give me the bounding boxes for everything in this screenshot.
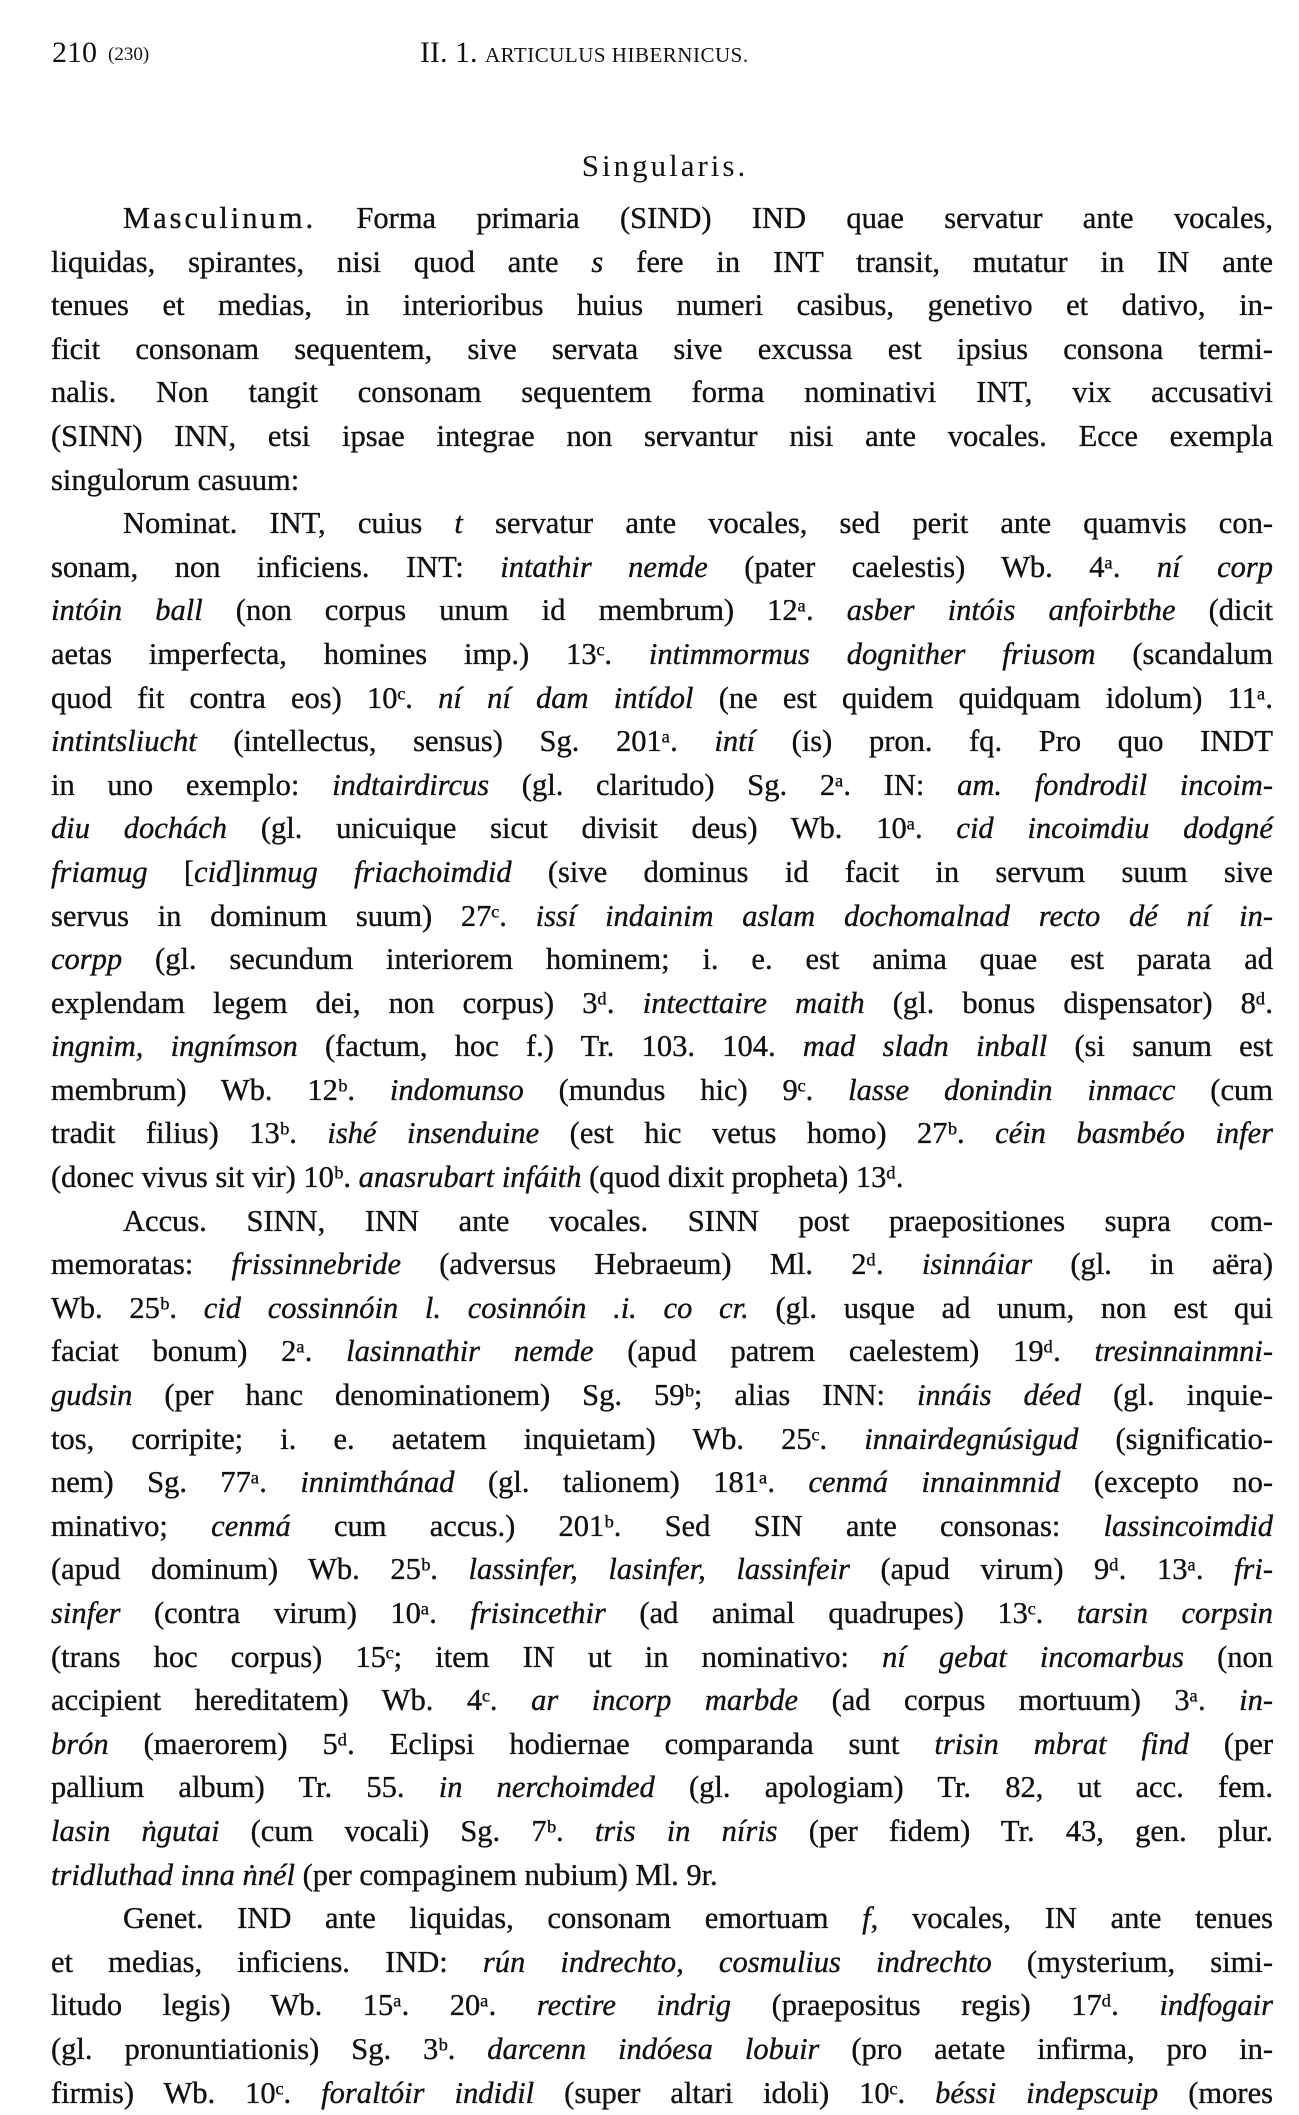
latin-text: (per fidem) Tr. 43, gen. plur. xyxy=(777,1813,1273,1848)
latin-text: (super altari idoli) 10ᶜ. xyxy=(534,2075,936,2110)
latin-text: Genet. IND ante liquidas, consonam emortuam xyxy=(123,1901,863,1936)
latin-text: (gl. pronuntiationis) Sg. 3ᵇ. xyxy=(51,2031,488,2066)
latin-text: (non corpus unum id membrum) 12ᵃ. xyxy=(202,593,847,628)
irish-example: rectire indrig xyxy=(536,1988,732,2023)
irish-example: ar incorp marbde xyxy=(531,1683,799,1718)
latin-text: (is) pron. fq. Pro quo INDT xyxy=(755,724,1273,759)
text-line xyxy=(51,1287,1273,1331)
irish-example: cid xyxy=(194,854,232,889)
irish-example: intecttaire maith xyxy=(642,985,865,1020)
latin-text: firmis) Wb. 10ᶜ. xyxy=(51,2075,322,2110)
irish-example: lasse donindin inmacc xyxy=(848,1072,1176,1107)
latin-text: et medias, inficiens. IND: xyxy=(51,1944,483,1979)
text-line xyxy=(51,589,1273,633)
irish-example: asber intóis anfoirbthe xyxy=(846,593,1176,628)
text-line xyxy=(51,284,1273,328)
latin-text: (maerorem) 5ᵈ. Eclipsi hodiernae comparanda sunt xyxy=(108,1726,935,1761)
irish-example: intí xyxy=(714,724,756,759)
latin-text: servatur ante vocales, sed perit ante quamvis con- xyxy=(462,506,1273,541)
irish-example: frisincethir xyxy=(470,1596,606,1630)
text-line xyxy=(51,502,1273,546)
latin-text: litudo legis) Wb. 15ᵃ. 20ᵃ. xyxy=(51,1988,537,2023)
text-line xyxy=(51,197,1273,241)
irish-example: cid incoimdiu dodgné xyxy=(956,811,1273,846)
irish-example: ishé insenduine xyxy=(327,1116,540,1151)
irish-example: inmug friachoimdid xyxy=(241,854,512,889)
irish-example: céin basmbéo infer xyxy=(995,1116,1273,1151)
running-head-title: ARTICULUS HIBERNICUS. xyxy=(484,43,749,67)
irish-example: lassincoimdid xyxy=(1103,1508,1273,1543)
text-line xyxy=(51,546,1273,590)
latin-text: (pro aetate infirma, pro in- xyxy=(819,2031,1273,2066)
latin-text: (apud patrem caelestem) 19ᵈ. xyxy=(593,1334,1095,1369)
irish-example: intimmormus dognither friusom xyxy=(648,636,1096,671)
irish-example: mad sladn inball xyxy=(802,1029,1048,1064)
latin-text: cum accus.) 201ᵇ. Sed SIN ante consonas: xyxy=(290,1508,1104,1543)
latin-text: (est hic vetus homo) 27ᵇ. xyxy=(539,1116,996,1151)
latin-text: (donec vivus sit vir) 10ᵇ. xyxy=(51,1160,359,1195)
latin-text: (gl. usque ad unum, non est qui xyxy=(748,1290,1274,1325)
irish-example: t xyxy=(454,506,463,541)
latin-text: (per compaginem nubium) Ml. 9r. xyxy=(295,1857,718,1892)
latin-text: accipient hereditatem) Wb. 4ᶜ. xyxy=(51,1683,532,1718)
irish-example: tresinnainmni- xyxy=(1094,1334,1273,1369)
irish-example: innairdegnúsigud xyxy=(864,1421,1079,1456)
text-line xyxy=(51,459,1273,503)
irish-example: béssi indepscuip xyxy=(935,2075,1159,2110)
latin-text: [ xyxy=(147,854,195,889)
text-line xyxy=(51,1069,1273,1113)
text-line xyxy=(51,720,1273,764)
irish-example: ní corp xyxy=(1156,549,1273,584)
irish-example: lasin ṅgutai xyxy=(51,1813,220,1848)
irish-example: corpp xyxy=(51,942,123,977)
latin-text: membrum) Wb. 12ᵇ. xyxy=(51,1072,390,1107)
latin-text: (non xyxy=(1183,1639,1273,1674)
latin-text: (gl. claritudo) Sg. 2ᵃ. IN: xyxy=(489,767,958,802)
irish-example: foraltóir indidil xyxy=(321,2075,535,2110)
text-line xyxy=(51,2072,1273,2115)
irish-example: rún indrechto, cosmulius indrechto xyxy=(482,1944,992,1979)
irish-example: cenmá innainmnid xyxy=(808,1465,1061,1500)
text-line xyxy=(51,1374,1273,1418)
latin-text: , vocales, IN ante tenues xyxy=(870,1901,1273,1936)
latin-text: tradit filius) 13ᵇ. xyxy=(51,1116,328,1151)
text-line xyxy=(51,328,1273,372)
text-line xyxy=(51,2028,1273,2072)
text-line xyxy=(51,1679,1273,1723)
latin-text: (gl. inquie- xyxy=(1081,1378,1273,1413)
latin-text: (contra virum) 10ᵃ. xyxy=(120,1596,471,1630)
irish-example: brón xyxy=(51,1726,109,1761)
latin-text: (ne est quidem quidquam idolum) 11ᵃ. xyxy=(693,680,1274,715)
text-line xyxy=(51,764,1273,808)
text-line xyxy=(51,1592,1273,1636)
text-line xyxy=(51,895,1273,939)
irish-example: innimthánad xyxy=(300,1465,455,1500)
latin-text: Wb. 25ᵇ. xyxy=(51,1290,204,1325)
text-line xyxy=(51,938,1273,982)
latin-text: (mysterium, simi- xyxy=(991,1944,1273,1979)
text-line xyxy=(51,982,1273,1026)
latin-text: (quod dixit propheta) 13ᵈ. xyxy=(581,1160,904,1195)
latin-text: (mores xyxy=(1158,2075,1273,2110)
latin-text: (per hanc denominationem) Sg. 59ᵇ; alias INN: xyxy=(132,1378,917,1413)
text-line xyxy=(51,1941,1273,1985)
irish-example: innáis déed xyxy=(916,1378,1082,1413)
latin-text: Forma primaria (SIND) IND quae servatur ante vocales, xyxy=(316,201,1273,235)
text-line xyxy=(51,1243,1273,1287)
text-line xyxy=(51,1810,1273,1854)
latin-text: servus in dominum suum) 27ᶜ. xyxy=(51,898,536,933)
text-line xyxy=(51,677,1273,721)
latin-text: (significatio- xyxy=(1078,1421,1273,1456)
latin-text: (excepto no- xyxy=(1060,1465,1273,1500)
latin-text: (apud virum) 9ᵈ. 13ᵃ. xyxy=(849,1552,1235,1587)
text-line xyxy=(51,1418,1273,1462)
irish-example: indfogair xyxy=(1159,1988,1273,2023)
latin-text: liquidas, spirantes, nisi quod ante xyxy=(51,244,592,279)
latin-text: nem) Sg. 77ᵃ. xyxy=(51,1465,301,1500)
original-page-number: (230) xyxy=(108,44,150,65)
irish-example: lassinfer, lasinfer, lassinfeir xyxy=(468,1552,850,1587)
latin-text: (ad animal quadrupes) 13ᶜ. xyxy=(605,1596,1077,1630)
latin-text: tos, corripite; i. e. aetatem inquietam) Wb. 25ᶜ. xyxy=(51,1421,865,1456)
body-text xyxy=(51,197,1273,2115)
irish-example: ní ní dam intídol xyxy=(438,680,694,715)
latin-text: memoratas: xyxy=(51,1247,232,1282)
text-line xyxy=(51,1112,1273,1156)
text-line xyxy=(51,1548,1273,1592)
latin-text: (praepositus regis) 17ᵈ. xyxy=(731,1988,1160,2023)
latin-text: (dicit xyxy=(1175,593,1274,628)
latin-text: in uno exemplo: xyxy=(51,767,333,802)
text-line xyxy=(51,1766,1273,1810)
text-line xyxy=(51,851,1273,895)
latin-text: faciat bonum) 2ᵃ. xyxy=(51,1334,347,1369)
latin-text: (adversus Hebraeum) Ml. 2ᵈ. xyxy=(401,1247,922,1282)
text-line xyxy=(51,415,1273,459)
latin-text: (gl. secundum interiorem hominem; i. e. est anima quae est parata ad xyxy=(122,942,1273,977)
irish-example: lasinnathir nemde xyxy=(346,1334,594,1369)
latin-text: (per xyxy=(1188,1726,1273,1761)
irish-example: intintsliucht xyxy=(51,724,197,759)
latin-text: (factum, hoc f.) Tr. 103. 104. xyxy=(297,1029,803,1064)
irish-example: anasrubart infáith xyxy=(358,1160,582,1195)
irish-example: isinnáiar xyxy=(921,1247,1033,1282)
irish-example: gudsin xyxy=(51,1378,133,1413)
irish-example: tris in níris xyxy=(594,1813,778,1848)
latin-text: nalis. Non tangit consonam sequentem forma nominativi INT, vix accusativi xyxy=(51,375,1273,410)
latin-text: (apud dominum) Wb. 25ᵇ. xyxy=(51,1552,469,1587)
irish-example: trisin mbrat find xyxy=(934,1726,1189,1761)
irish-example: indtairdircus xyxy=(332,767,490,802)
irish-example: indomunso xyxy=(389,1072,524,1107)
irish-example: ní gebat incomarbus xyxy=(882,1639,1184,1674)
text-line xyxy=(51,241,1273,285)
irish-example: friamug xyxy=(51,854,148,889)
latin-text: (cum vocali) Sg. 7ᵇ. xyxy=(219,1813,595,1848)
text-line xyxy=(51,1723,1273,1767)
irish-example: intóin ball xyxy=(51,593,203,628)
latin-text: (trans hoc corpus) 15ᶜ; item IN ut in nominativo: xyxy=(51,1639,883,1674)
latin-text: sonam, non inficiens. INT: xyxy=(51,549,501,584)
running-head xyxy=(420,36,749,70)
irish-example: s xyxy=(591,244,604,279)
latin-text: ficit consonam sequentem, sive servata sive excussa est ipsius consona termi- xyxy=(51,331,1273,366)
irish-example: darcenn indóesa lobuir xyxy=(487,2031,820,2066)
text-line xyxy=(51,807,1273,851)
latin-text: (mundus hic) 9ᶜ. xyxy=(523,1072,849,1107)
latin-text: fere in INT transit, mutatur in IN ante xyxy=(603,244,1273,279)
irish-example: in nerchoimded xyxy=(438,1770,655,1805)
irish-example: tridluthad inna ṅnél xyxy=(51,1857,295,1892)
text-line xyxy=(51,1984,1273,2028)
latin-text: explendam legem dei, non corpus) 3ᵈ. xyxy=(51,985,643,1020)
text-line xyxy=(51,633,1273,677)
text-line xyxy=(51,1505,1273,1549)
text-line xyxy=(51,1461,1273,1505)
text-line xyxy=(51,1854,1273,1898)
latin-text: quod fit contra eos) 10ᶜ. xyxy=(51,680,439,715)
irish-example: fri- xyxy=(1234,1552,1273,1587)
latin-text: Nominat. INT, cuius xyxy=(123,506,455,541)
latin-text: (SINN) INN, etsi ipsae integrae non servantur nisi ante vocales. Ecce exempla xyxy=(51,418,1273,453)
latin-text: (ad corpus mortuum) 3ᵃ. xyxy=(798,1683,1240,1718)
latin-text: (gl. unicuique sicut divisit deus) Wb. 10ᵃ. xyxy=(227,811,957,846)
latin-text: (scandalum xyxy=(1095,636,1273,671)
irish-example: tarsin corpsin xyxy=(1076,1596,1274,1630)
irish-example: intathir nemde xyxy=(500,549,708,584)
text-line xyxy=(51,1897,1273,1941)
latin-text: (pater caelestis) Wb. 4ᵃ. xyxy=(707,549,1157,584)
text-line xyxy=(51,1156,1273,1200)
irish-example: in- xyxy=(1239,1683,1273,1718)
irish-example: ingnim, ingnímson xyxy=(51,1029,298,1064)
latin-text: (gl. talionem) 181ᵃ. xyxy=(454,1465,809,1500)
latin-text: singulorum casuum: xyxy=(51,462,300,497)
latin-text: (cum xyxy=(1175,1072,1273,1107)
irish-example: cid cossinnóin l. cosinnóin .i. co cr. xyxy=(203,1290,749,1325)
running-head-number: II. 1. xyxy=(420,36,478,69)
irish-example: frissinnebride xyxy=(231,1247,401,1282)
text-line xyxy=(51,371,1273,415)
text-line xyxy=(51,1636,1273,1680)
latin-text: tenues et medias, in interioribus huius numeri casibus, genetivo et dativo, in- xyxy=(51,288,1273,323)
irish-example: cenmá xyxy=(211,1508,291,1543)
text-line xyxy=(51,1200,1273,1244)
latin-text: aetas imperfecta, homines imp.) 13ᶜ. xyxy=(51,636,649,671)
latin-text: minativo; xyxy=(51,1508,212,1543)
latin-text: Accus. SINN, INN ante vocales. SINN post praepositiones supra com- xyxy=(123,1203,1273,1238)
gender-heading: Masculinum. xyxy=(123,201,317,235)
latin-text: ] xyxy=(231,854,242,889)
irish-example: am. fondrodil incoim- xyxy=(957,767,1273,802)
latin-text: (gl. in aëra) xyxy=(1032,1247,1273,1282)
irish-example: issí indainim aslam dochomalnad recto dé ní in- xyxy=(535,898,1273,933)
page-number: 210 xyxy=(52,36,97,69)
latin-text: pallium album) Tr. 55. xyxy=(51,1770,439,1805)
text-line xyxy=(51,1025,1273,1069)
section-title: Singularis. xyxy=(581,148,749,183)
irish-example: f xyxy=(862,1901,871,1936)
latin-text: (gl. bonus dispensator) 8ᵈ. xyxy=(864,985,1273,1020)
latin-text: (si sanum est xyxy=(1047,1029,1274,1064)
latin-text: (sive dominus id facit in servum suum sive xyxy=(511,854,1273,889)
irish-example: sinfer xyxy=(51,1596,121,1630)
text-line xyxy=(51,1330,1273,1374)
latin-text: (gl. apologiam) Tr. 82, ut acc. fem. xyxy=(654,1770,1274,1805)
latin-text: (intellectus, sensus) Sg. 201ᵃ. xyxy=(196,724,715,759)
irish-example: diu dochách xyxy=(51,811,228,846)
